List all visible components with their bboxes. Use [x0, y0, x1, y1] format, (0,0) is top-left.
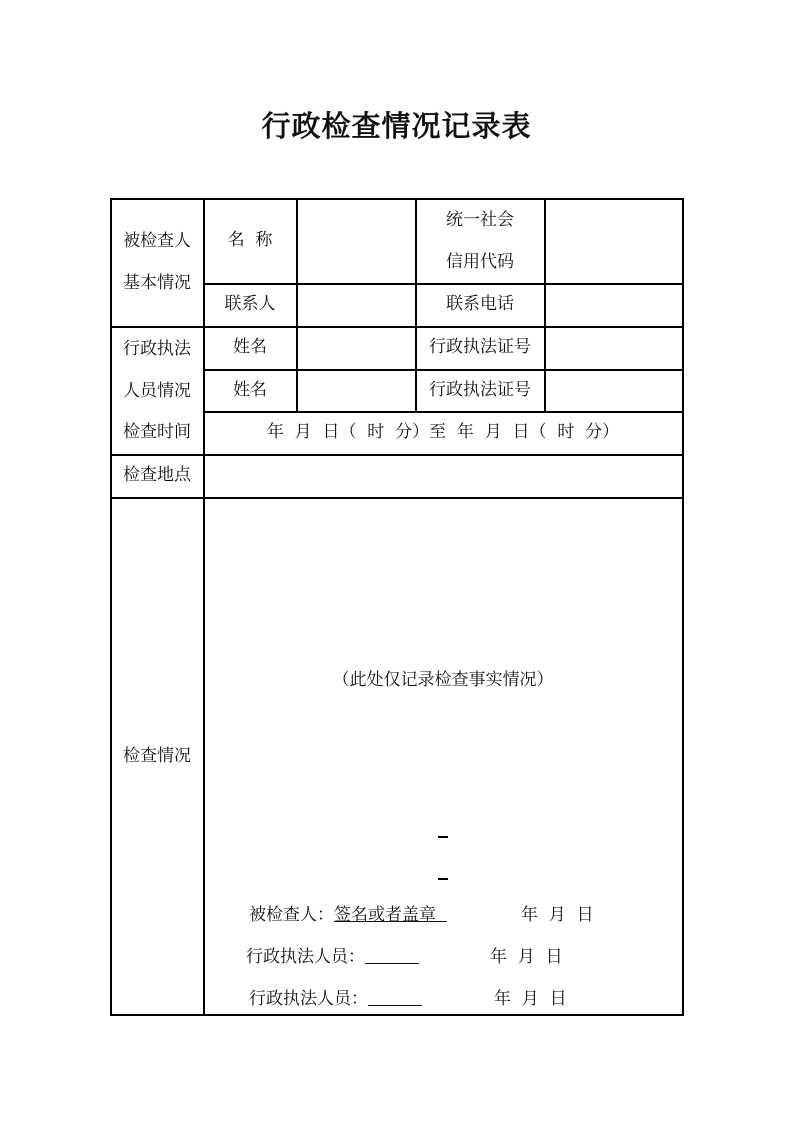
officer1-name-label: 姓名	[233, 337, 267, 358]
credit-code-label	[416, 198, 544, 283]
officer-info-label	[110, 327, 204, 412]
name-label: 名 称	[227, 229, 273, 250]
time-label: 检查时间	[123, 422, 191, 443]
subject-info-label	[110, 198, 204, 326]
officer1-date[interactable]: 年 月 日	[490, 947, 563, 967]
officer1-signature-field[interactable]	[365, 947, 419, 967]
inspected-signature-row	[249, 900, 447, 925]
inspected-date[interactable]: 年 月 日	[521, 905, 594, 925]
officer2-cert-field[interactable]	[545, 370, 682, 411]
officer2-signature-field[interactable]	[368, 989, 422, 1009]
credit-code-label-line1: 统一社会	[446, 209, 514, 230]
officer1-signature-label: 行政执法人员：	[246, 947, 365, 967]
place-field[interactable]	[204, 455, 682, 497]
subject-label-line2: 基本情况	[123, 273, 191, 293]
officer1-cert-label: 行政执法证号	[429, 337, 531, 358]
situation-label: 检查情况	[123, 745, 191, 766]
contact-field[interactable]	[297, 284, 415, 326]
time-field[interactable]: 年 月 日（ 时 分）至 年 月 日（ 时 分）	[266, 422, 620, 443]
phone-field[interactable]	[545, 284, 682, 326]
officer-label-line2: 人员情况	[123, 380, 191, 401]
credit-code-label-line2: 信用代码	[446, 251, 514, 272]
officer1-name-field[interactable]	[297, 327, 415, 369]
contact-label: 联系人	[224, 294, 276, 315]
inspected-signature-field[interactable]: 签名或者盖章	[334, 905, 436, 925]
subject-label-line1: 被检查人	[123, 231, 191, 251]
place-label: 检查地点	[123, 465, 191, 486]
officer1-cert-field[interactable]	[545, 327, 682, 369]
officer2-name-label: 姓名	[233, 379, 267, 400]
situation-note: （此处仅记录检查事实情况）	[332, 670, 554, 690]
officer2-name-field[interactable]	[297, 370, 415, 411]
dash-mark	[438, 836, 448, 838]
dash-mark	[438, 878, 448, 880]
officer2-signature-label: 行政执法人员：	[249, 989, 368, 1009]
page-title: 行政检查情况记录表	[261, 109, 532, 143]
officer1-signature-row	[246, 942, 419, 967]
officer2-signature-row	[249, 984, 422, 1009]
inspected-label: 被检查人：	[249, 905, 334, 925]
officer-label-line1: 行政执法	[123, 338, 191, 359]
credit-code-field[interactable]	[545, 199, 682, 283]
phone-label: 联系电话	[446, 294, 514, 315]
officer2-cert-label: 行政执法证号	[429, 379, 531, 400]
officer2-date[interactable]: 年 月 日	[494, 989, 567, 1009]
name-field[interactable]	[297, 199, 415, 283]
